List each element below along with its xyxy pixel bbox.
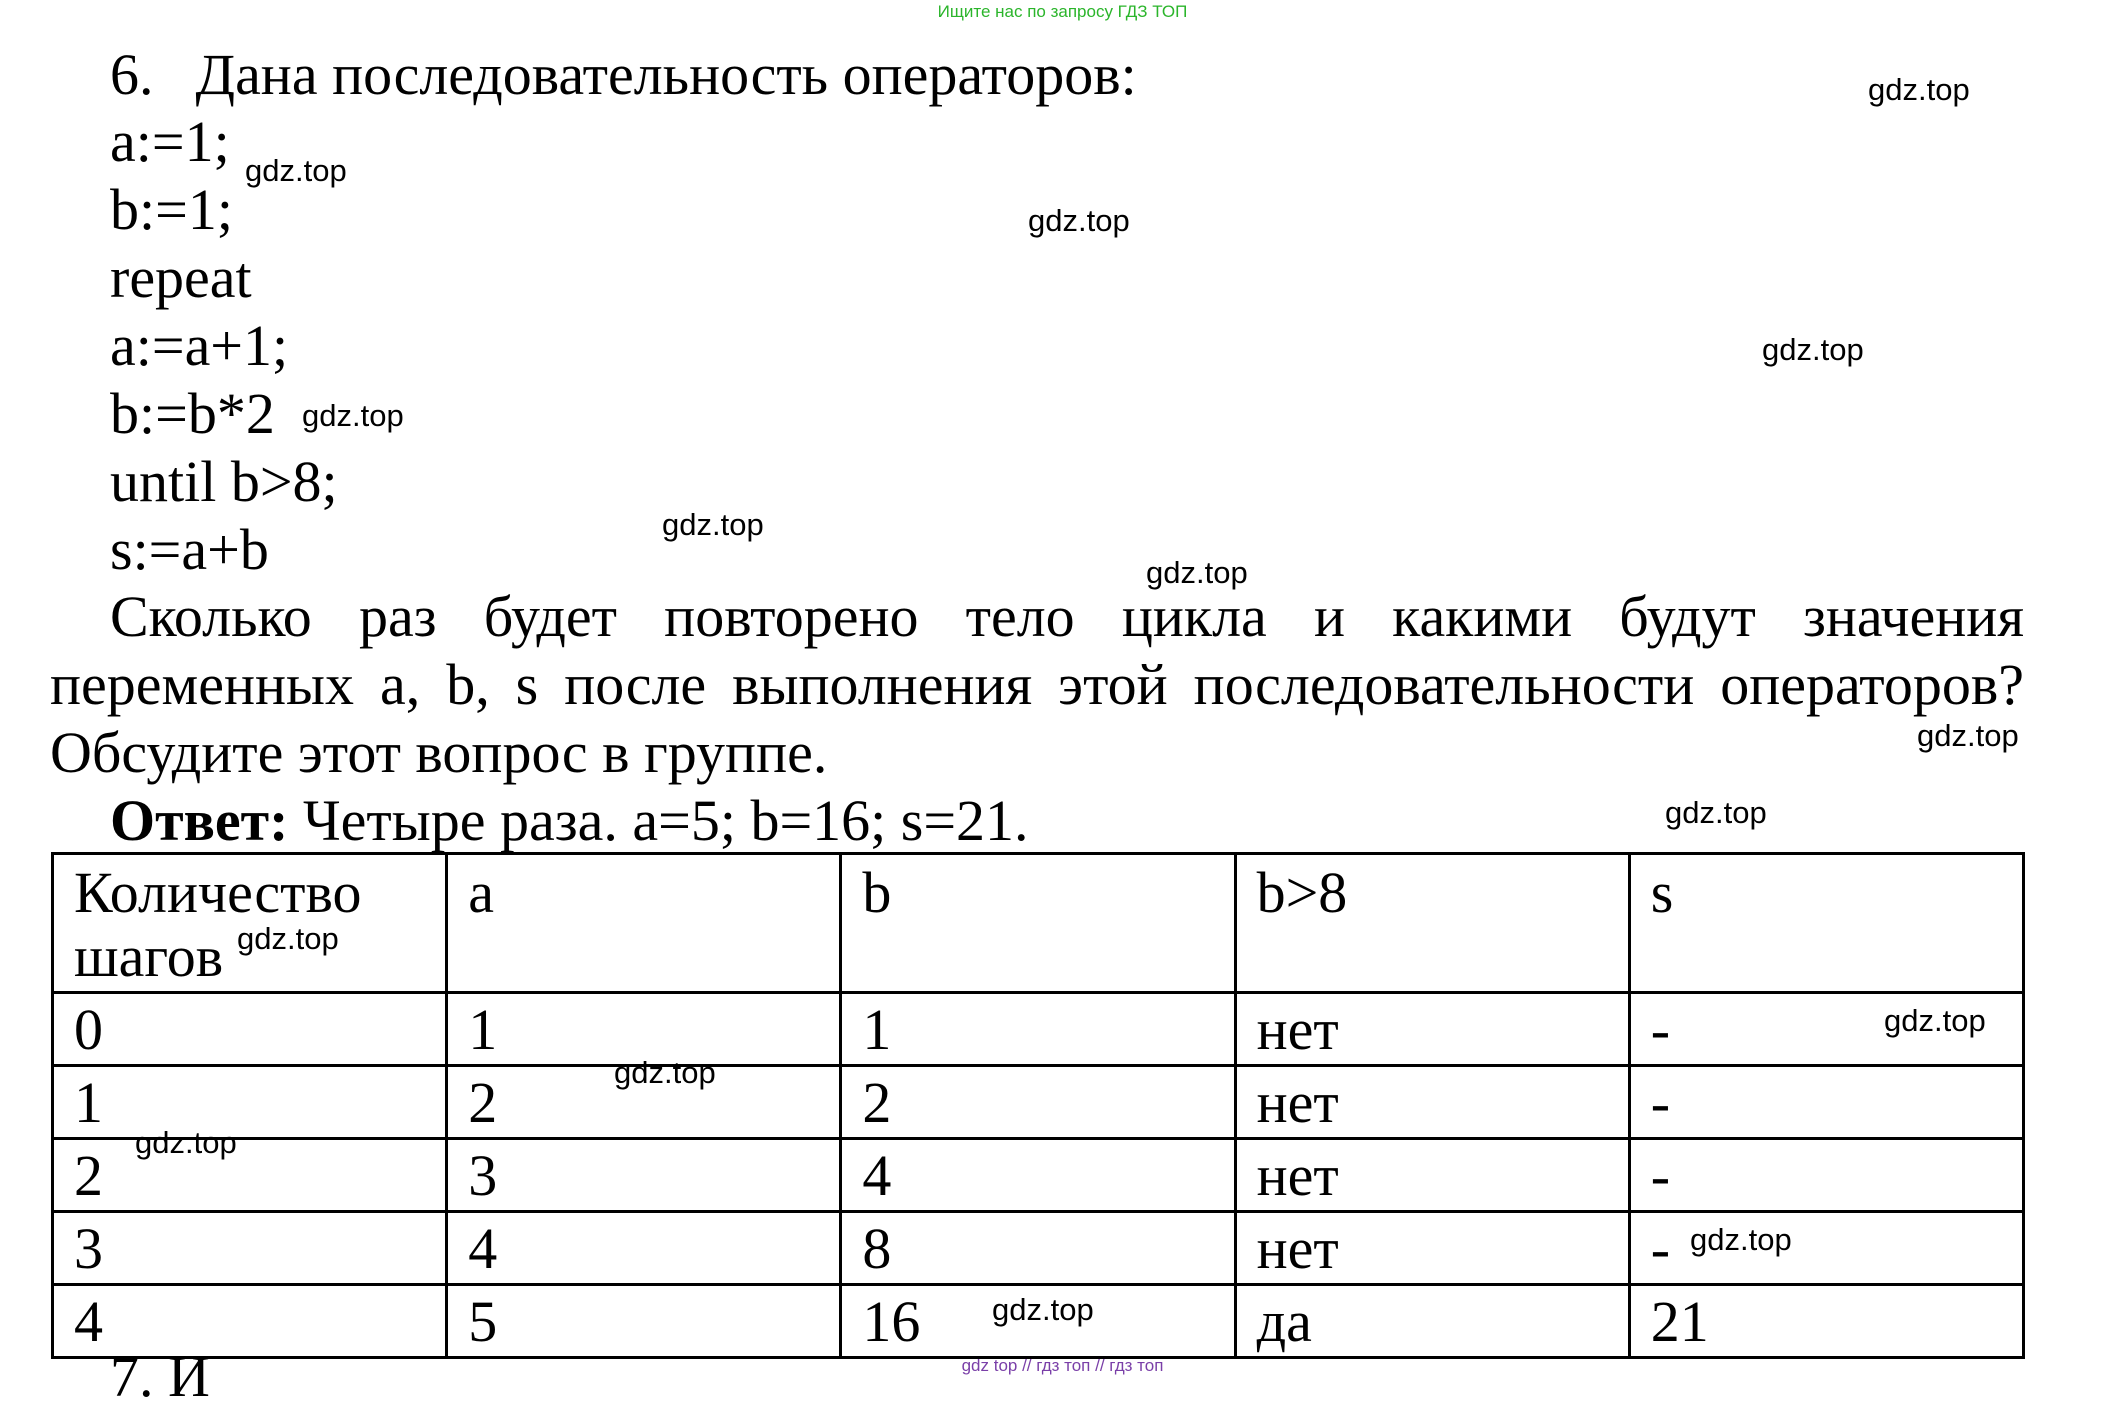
table-row (53, 1066, 2024, 1139)
table-header-cell: a (447, 854, 841, 993)
code-line: b:=1; (110, 177, 233, 242)
table-header-row (53, 854, 2024, 993)
watermark: gdz.top (1868, 72, 1970, 107)
code-line: repeat (110, 245, 252, 310)
answer-line (110, 788, 1029, 853)
table-cell: 21 (1629, 1285, 2023, 1358)
watermark: gdz.top (1690, 1222, 1792, 1257)
table-cell: да (1235, 1285, 1629, 1358)
table-cell: - (1629, 1066, 2023, 1139)
watermark: gdz.top (1884, 1003, 1986, 1038)
watermark: gdz.top (1917, 718, 2019, 753)
next-problem-fragment: 7. И (110, 1344, 210, 1409)
answer-label: Ответ: (110, 788, 289, 853)
table-cell: 3 (53, 1212, 447, 1285)
table-cell: 8 (841, 1212, 1235, 1285)
top-banner[interactable]: Ищите нас по запросу ГДЗ ТОП (937, 2, 1188, 21)
code-line: a:=a+1; (110, 313, 289, 378)
watermark: gdz.top (992, 1292, 1094, 1327)
question-text: Сколько раз будет повторено тело цикла и какими будут значения переменных a, b, s после выполнения этой последовательности операторов? Обсудите этот вопрос в группе. (50, 584, 2024, 785)
code-line: b:=b*2 (110, 381, 275, 446)
watermark: gdz.top (302, 398, 404, 433)
table-cell: - (1629, 1139, 2023, 1212)
table-header-cell: s (1629, 854, 2023, 993)
table-cell: 4 (841, 1139, 1235, 1212)
table-cell: 1 (53, 1066, 447, 1139)
bottom-banner[interactable]: gdz top // гдз топ // гдз топ (961, 1356, 1164, 1375)
table-cell: нет (1235, 1139, 1629, 1212)
watermark: gdz.top (1762, 332, 1864, 367)
table-cell: 2 (447, 1066, 841, 1139)
table-cell: нет (1235, 993, 1629, 1066)
table-cell: нет (1235, 1212, 1629, 1285)
table-row (53, 993, 2024, 1066)
watermark: gdz.top (614, 1055, 716, 1090)
table-cell: 4 (447, 1212, 841, 1285)
table-header-cell: b>8 (1235, 854, 1629, 993)
table-cell: 2 (53, 1139, 447, 1212)
watermark: gdz.top (1146, 555, 1248, 590)
table-cell: 16 (841, 1285, 1235, 1358)
table-cell: - (1629, 993, 2023, 1066)
problem-number: 6. (110, 42, 154, 107)
watermark: gdz.top (1028, 203, 1130, 238)
table-cell: 1 (841, 993, 1235, 1066)
table-cell: 5 (447, 1285, 841, 1358)
steps-table (51, 852, 2025, 1359)
watermark: gdz.top (1665, 795, 1767, 830)
table-cell: - (1629, 1212, 2023, 1285)
table-row (53, 1139, 2024, 1212)
watermark: gdz.top (135, 1125, 237, 1160)
watermark: gdz.top (662, 507, 764, 542)
watermark: gdz.top (237, 921, 339, 956)
table-cell: нет (1235, 1066, 1629, 1139)
table-header-cell: Количество шагов (53, 854, 447, 993)
watermark: gdz.top (245, 153, 347, 188)
code-line: s:=a+b (110, 517, 269, 582)
code-line: a:=1; (110, 109, 230, 174)
answer-text: Четыре раза. a=5; b=16; s=21. (288, 788, 1029, 853)
code-line: until b>8; (110, 449, 338, 514)
table-cell: 4 (53, 1285, 447, 1358)
problem-title: Дана последовательность операторов: (195, 42, 1137, 107)
problem-heading (110, 42, 1137, 107)
table-cell: 2 (841, 1066, 1235, 1139)
table-cell: 0 (53, 993, 447, 1066)
table-cell: 1 (447, 993, 841, 1066)
table-cell: 3 (447, 1139, 841, 1212)
table-header-cell: b (841, 854, 1235, 993)
